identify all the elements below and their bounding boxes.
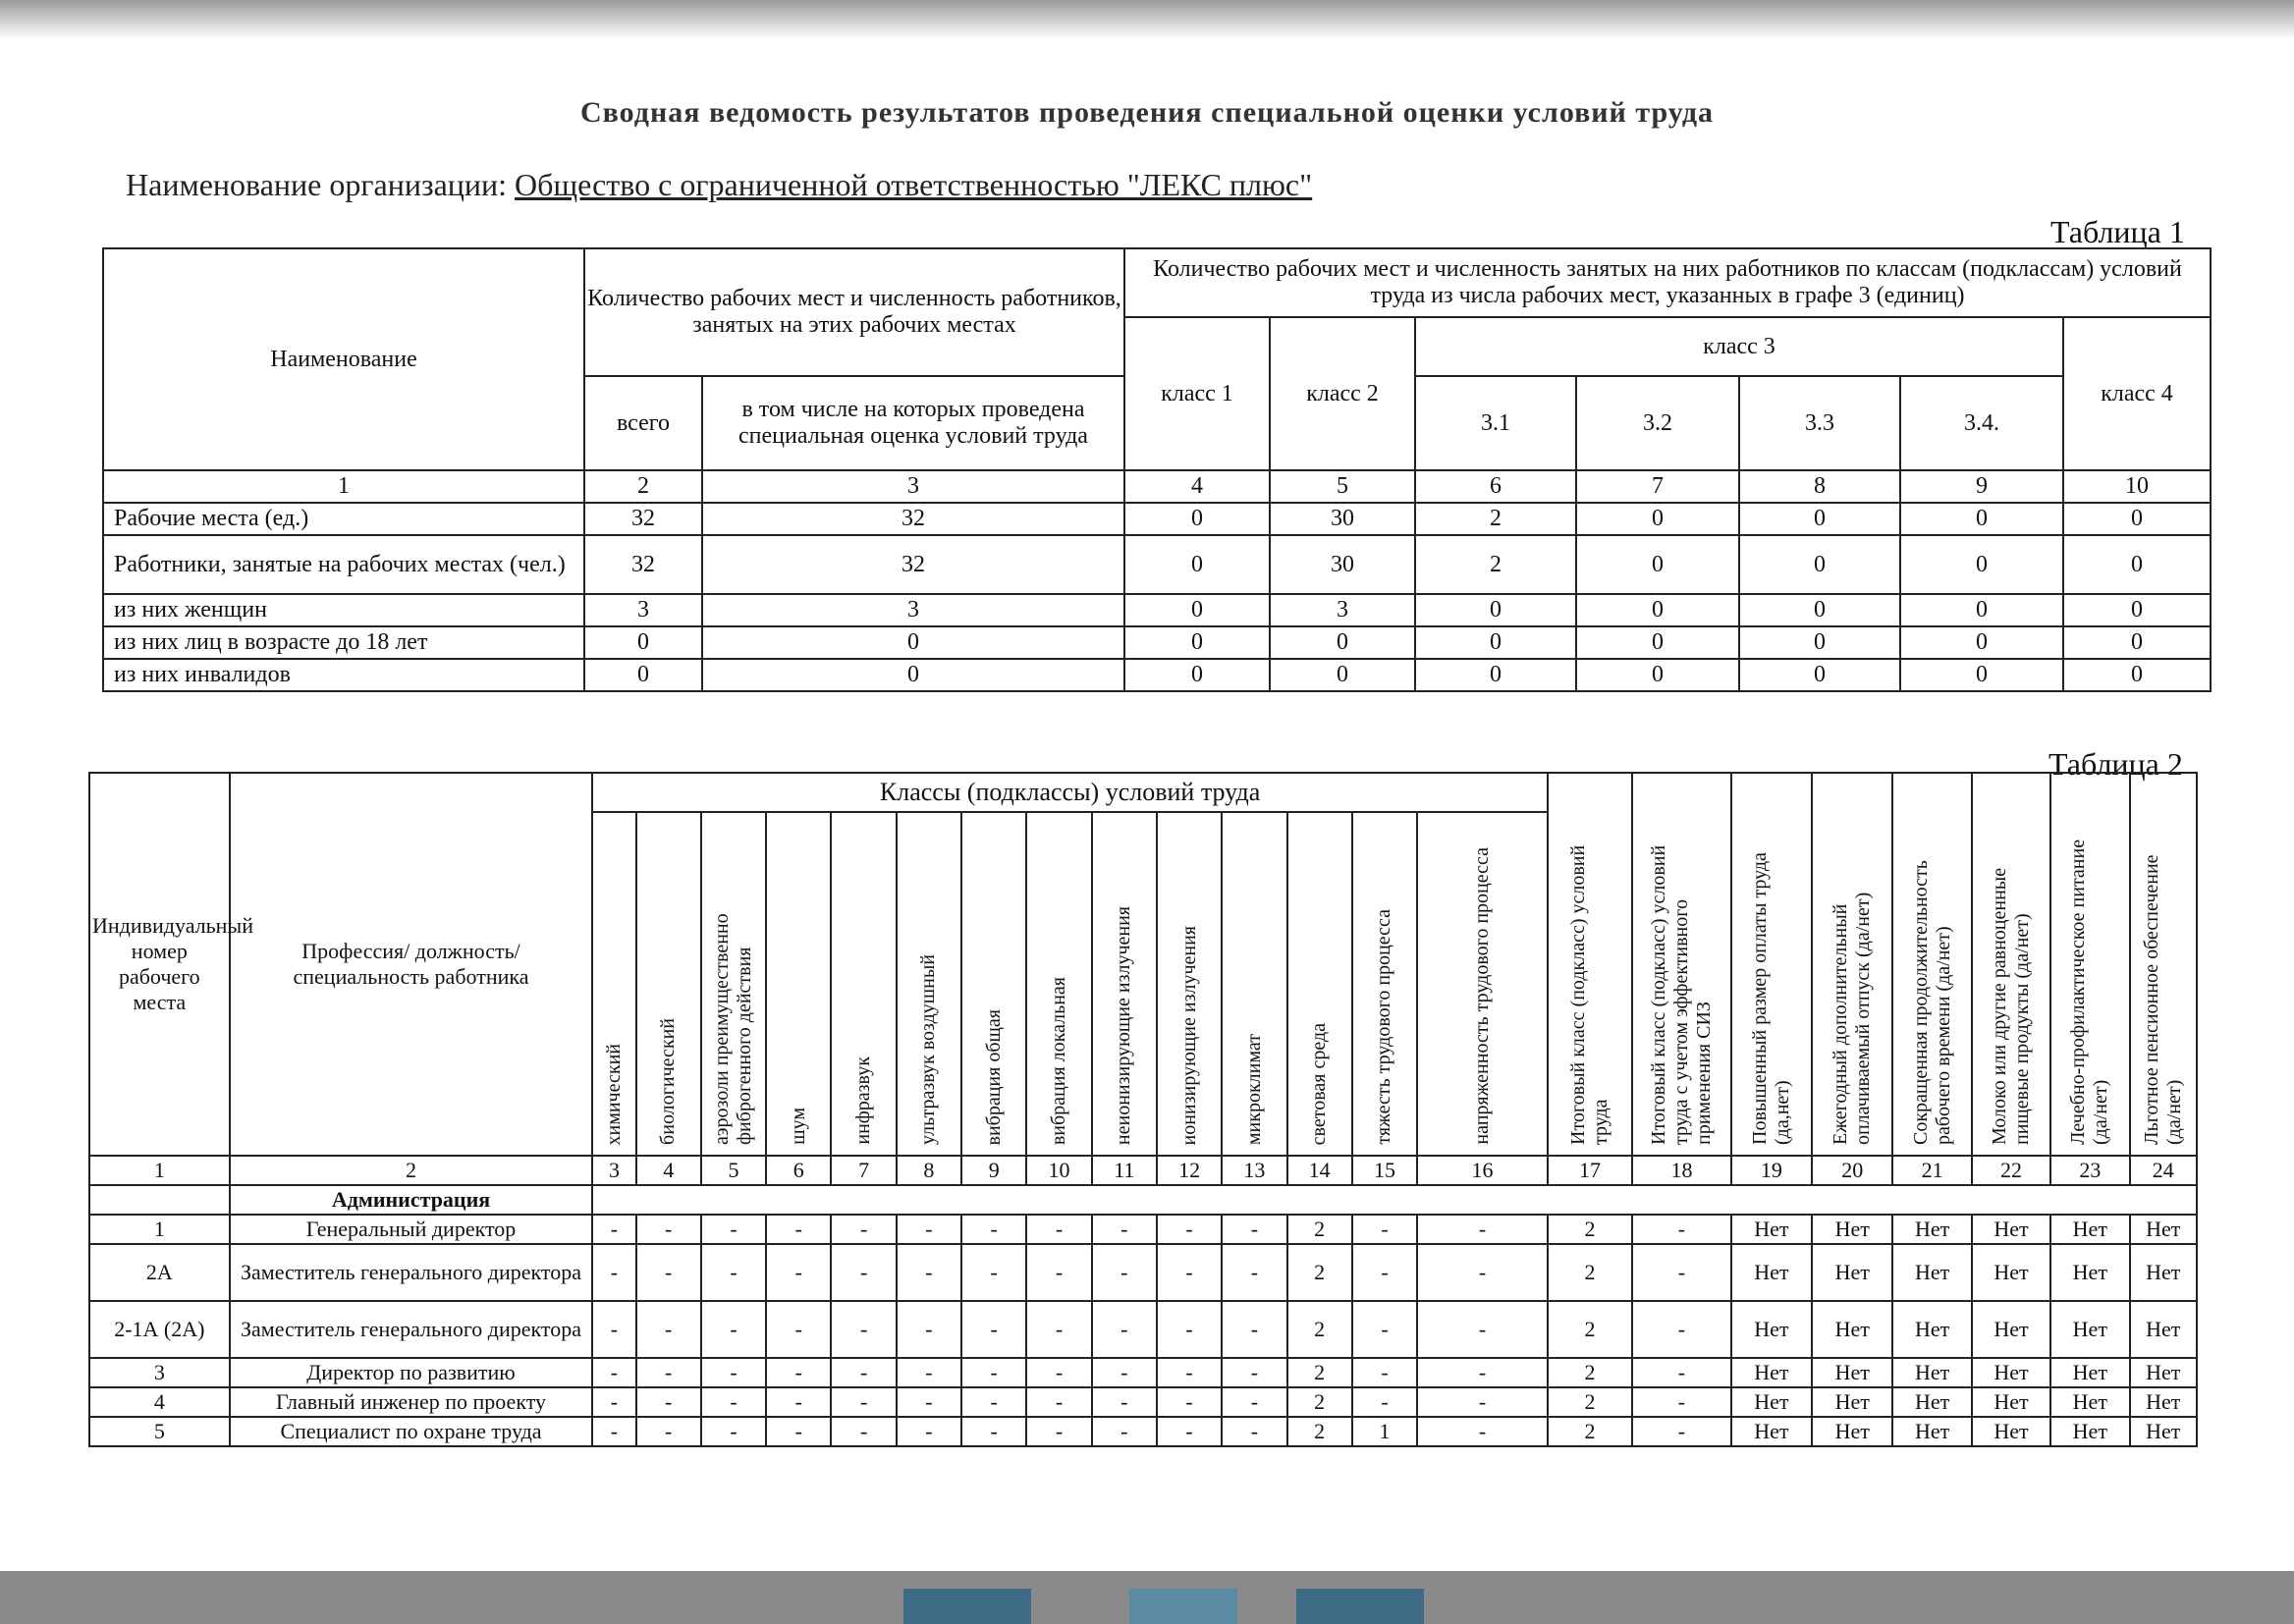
cell-value: 0: [702, 626, 1124, 659]
cell-value: -: [1417, 1215, 1548, 1244]
header-extra: Лечебно-профилактическое питание (да/нет): [2050, 773, 2129, 1156]
cell-value: Нет: [1972, 1358, 2050, 1387]
column-number: 5: [1270, 470, 1415, 503]
header-factor: ультразвук воздушный: [897, 812, 961, 1156]
cell-value: 0: [1900, 503, 2063, 535]
profession: Специалист по охране труда: [230, 1417, 593, 1446]
table-row: [103, 503, 2211, 535]
cell-value: -: [1222, 1215, 1286, 1244]
cell-value: -: [1352, 1358, 1417, 1387]
column-number: 17: [1548, 1156, 1632, 1185]
cell-value: -: [1417, 1244, 1548, 1301]
cell-value: 0: [1415, 594, 1576, 626]
column-number: 10: [2063, 470, 2211, 503]
cell-value: -: [1352, 1244, 1417, 1301]
table1-caption: Таблица 1: [2050, 214, 2185, 249]
cell-value: Нет: [1812, 1244, 1892, 1301]
header-id: Индивидуальный номер рабочего места: [89, 773, 230, 1156]
cell-value: Нет: [1892, 1358, 1971, 1387]
cell-value: -: [1092, 1244, 1157, 1301]
cell-value: -: [831, 1417, 896, 1446]
column-number: 10: [1026, 1156, 1091, 1185]
header-factor: световая среда: [1287, 812, 1352, 1156]
row-label: Рабочие места (ед.): [103, 503, 584, 535]
header-factor: аэрозоли преимущественно фиброгенного действия: [701, 812, 766, 1156]
scan-bottom-edge: [0, 1571, 2294, 1624]
cell-value: -: [1092, 1358, 1157, 1387]
table-row: [89, 1244, 2197, 1301]
cell-value: Нет: [1812, 1215, 1892, 1244]
row-label: Работники, занятые на рабочих местах (чел.): [103, 535, 584, 594]
cell-value: -: [1417, 1301, 1548, 1358]
cell-value: -: [701, 1215, 766, 1244]
column-number: 14: [1287, 1156, 1352, 1185]
cell-value: 0: [2063, 503, 2211, 535]
header-total: всего: [584, 376, 702, 470]
column-number: 23: [2050, 1156, 2129, 1185]
cell-value: 0: [1576, 659, 1739, 691]
cell-value: -: [831, 1301, 896, 1358]
column-number: 20: [1812, 1156, 1892, 1185]
cell-value: -: [1157, 1244, 1222, 1301]
cell-value: -: [897, 1301, 961, 1358]
cell-value: -: [1352, 1387, 1417, 1417]
column-number: 16: [1417, 1156, 1548, 1185]
cell-value: Нет: [2050, 1301, 2129, 1358]
workplace-id: 3: [89, 1358, 230, 1387]
column-number: 3: [592, 1156, 635, 1185]
header-factor: неионизирующие излучения: [1092, 812, 1157, 1156]
header-classes-group: Количество рабочих мест и численность занятых на них работников по классам (подклассам) условий труда из числа рабочих мест, указанных в графе 3 (единиц): [1124, 248, 2211, 317]
cell-value: 0: [1576, 626, 1739, 659]
table-row: [89, 1301, 2197, 1358]
column-number: 8: [1739, 470, 1900, 503]
cell-value: -: [1026, 1358, 1091, 1387]
cell-value: -: [1092, 1215, 1157, 1244]
table2-caption: Таблица 2: [2048, 746, 2183, 782]
column-number: 2: [584, 470, 702, 503]
cell-value: -: [897, 1417, 961, 1446]
cell-value: Нет: [1892, 1301, 1971, 1358]
column-number: 22: [1972, 1156, 2050, 1185]
profession: Главный инженер по проекту: [230, 1387, 593, 1417]
cell-value: 0: [1124, 535, 1270, 594]
scan-color-strip: [903, 1589, 1031, 1624]
column-number: 12: [1157, 1156, 1222, 1185]
cell-value: 0: [1415, 659, 1576, 691]
header-name: Наименование: [103, 248, 584, 470]
cell-value: -: [592, 1301, 635, 1358]
cell-value: Нет: [1892, 1244, 1971, 1301]
cell-value: 0: [1900, 594, 2063, 626]
cell-value: 0: [1576, 594, 1739, 626]
column-number: 1: [103, 470, 584, 503]
workplace-id: 1: [89, 1215, 230, 1244]
cell-value: -: [897, 1358, 961, 1387]
header-factor: напряженность трудового процесса: [1417, 812, 1548, 1156]
header-extra: Ежегодный дополнительный оплачиваемый отпуск (да/нет): [1812, 773, 1892, 1156]
cell-value: Нет: [1972, 1244, 2050, 1301]
column-number: 7: [831, 1156, 896, 1185]
cell-value: 0: [1124, 503, 1270, 535]
column-number: 15: [1352, 1156, 1417, 1185]
cell-value: 2: [1287, 1215, 1352, 1244]
table-row: [103, 659, 2211, 691]
row-label: из них лиц в возрасте до 18 лет: [103, 626, 584, 659]
cell-value: Нет: [2050, 1417, 2129, 1446]
cell-value: 0: [584, 659, 702, 691]
cell-value: -: [1092, 1387, 1157, 1417]
row-label: из них женщин: [103, 594, 584, 626]
cell-value: -: [766, 1387, 831, 1417]
cell-value: Нет: [1972, 1301, 2050, 1358]
header-3-3: 3.3: [1739, 376, 1900, 470]
cell-value: -: [897, 1215, 961, 1244]
cell-value: Нет: [1812, 1417, 1892, 1446]
header-3-4: 3.4.: [1900, 376, 2063, 470]
column-number-row: [103, 470, 2211, 503]
cell-value: -: [592, 1417, 635, 1446]
cell-value: Нет: [1731, 1215, 1812, 1244]
cell-value: -: [636, 1215, 701, 1244]
cell-value: -: [1632, 1244, 1730, 1301]
table-row: [89, 1358, 2197, 1387]
document-title: Сводная ведомость результатов проведения специальной оценки условий труда: [579, 96, 1715, 129]
cell-value: -: [961, 1387, 1026, 1417]
cell-value: Нет: [2130, 1387, 2198, 1417]
cell-value: 30: [1270, 535, 1415, 594]
cell-value: Нет: [1892, 1387, 1971, 1417]
cell-value: 2: [1548, 1301, 1632, 1358]
cell-value: -: [701, 1387, 766, 1417]
cell-value: Нет: [2050, 1244, 2129, 1301]
cell-value: -: [592, 1387, 635, 1417]
cell-value: 32: [702, 503, 1124, 535]
column-number: 7: [1576, 470, 1739, 503]
cell-value: -: [1157, 1417, 1222, 1446]
cell-value: -: [1417, 1417, 1548, 1446]
cell-value: 0: [1739, 594, 1900, 626]
cell-value: 3: [584, 594, 702, 626]
cell-value: Нет: [1731, 1244, 1812, 1301]
cell-value: -: [831, 1244, 896, 1301]
scan-color-strip: [1129, 1589, 1237, 1624]
cell-value: -: [701, 1244, 766, 1301]
cell-value: 0: [2063, 594, 2211, 626]
cell-value: -: [831, 1387, 896, 1417]
cell-value: -: [1352, 1215, 1417, 1244]
cell-value: 0: [1576, 503, 1739, 535]
header-factor: вибрация общая: [961, 812, 1026, 1156]
workplace-id: 5: [89, 1417, 230, 1446]
organization-line: [126, 167, 1312, 203]
table-row: [89, 1215, 2197, 1244]
section-title: Администрация: [230, 1185, 593, 1215]
header-profession: Профессия/ должность/ специальность работника: [230, 773, 593, 1156]
header-factor: тяжесть трудового процесса: [1352, 812, 1417, 1156]
cell-value: -: [766, 1301, 831, 1358]
workplace-id: 2А: [89, 1244, 230, 1301]
cell-value: -: [1157, 1387, 1222, 1417]
header-final-class: Итоговый класс (подкласс) условий труда: [1548, 773, 1632, 1156]
row-label: из них инвалидов: [103, 659, 584, 691]
cell-value: -: [961, 1215, 1026, 1244]
header-extra: Сокращенная продолжительность рабочего времени (да/нет): [1892, 773, 1971, 1156]
column-number: 1: [89, 1156, 230, 1185]
table-1: [102, 247, 2212, 692]
cell-value: -: [1632, 1301, 1730, 1358]
column-number: 18: [1632, 1156, 1730, 1185]
cell-value: -: [1157, 1301, 1222, 1358]
header-final-class-siz: Итоговый класс (подкласс) условий труда с учетом эффективного применения СИЗ: [1632, 773, 1730, 1156]
cell-value: Нет: [1972, 1417, 2050, 1446]
column-number: 13: [1222, 1156, 1286, 1185]
cell-value: 0: [1270, 626, 1415, 659]
profession: Директор по развитию: [230, 1358, 593, 1387]
cell-value: 0: [1900, 535, 2063, 594]
cell-value: 2: [1287, 1417, 1352, 1446]
column-number: 11: [1092, 1156, 1157, 1185]
column-number: 6: [766, 1156, 831, 1185]
cell-value: -: [961, 1417, 1026, 1446]
cell-value: -: [636, 1301, 701, 1358]
cell-value: Нет: [2130, 1215, 2198, 1244]
cell-value: -: [1632, 1417, 1730, 1446]
cell-value: -: [1026, 1417, 1091, 1446]
cell-value: 0: [1739, 626, 1900, 659]
organization-label: Наименование организации:: [126, 167, 508, 202]
header-factor: химический: [592, 812, 635, 1156]
cell-value: -: [831, 1358, 896, 1387]
cell-value: -: [766, 1244, 831, 1301]
cell-value: Нет: [1812, 1387, 1892, 1417]
cell-value: Нет: [2050, 1387, 2129, 1417]
cell-value: 2: [1415, 503, 1576, 535]
cell-value: -: [1092, 1417, 1157, 1446]
header-factor: инфразвук: [831, 812, 896, 1156]
cell-value: 0: [1739, 659, 1900, 691]
table-row: [103, 535, 2211, 594]
workplace-id: 4: [89, 1387, 230, 1417]
cell-value: 0: [1900, 659, 2063, 691]
cell-value: -: [636, 1358, 701, 1387]
profession: Генеральный директор: [230, 1215, 593, 1244]
cell-value: -: [766, 1215, 831, 1244]
cell-value: -: [1026, 1301, 1091, 1358]
cell-value: Нет: [2050, 1215, 2129, 1244]
cell-value: -: [1222, 1301, 1286, 1358]
column-number: 9: [961, 1156, 1026, 1185]
cell-value: -: [592, 1215, 635, 1244]
cell-value: -: [831, 1215, 896, 1244]
cell-value: -: [592, 1358, 635, 1387]
cell-value: -: [1157, 1215, 1222, 1244]
cell-value: -: [1092, 1301, 1157, 1358]
cell-value: 2: [1548, 1244, 1632, 1301]
cell-value: 32: [584, 503, 702, 535]
cell-value: -: [1632, 1387, 1730, 1417]
column-number-row: [89, 1156, 2197, 1185]
column-number: 21: [1892, 1156, 1971, 1185]
cell-value: -: [1352, 1301, 1417, 1358]
header-3-2: 3.2: [1576, 376, 1739, 470]
cell-value: 1: [1352, 1417, 1417, 1446]
table-2: [88, 772, 2198, 1447]
cell-value: -: [1222, 1417, 1286, 1446]
cell-value: 32: [702, 535, 1124, 594]
cell-value: 30: [1270, 503, 1415, 535]
header-classes: Классы (подклассы) условий труда: [592, 773, 1547, 812]
column-number: 4: [1124, 470, 1270, 503]
cell-value: 2: [1548, 1215, 1632, 1244]
cell-value: Нет: [1731, 1358, 1812, 1387]
header-3-1: 3.1: [1415, 376, 1576, 470]
cell-value: 0: [1900, 626, 2063, 659]
profession: Заместитель генерального директора: [230, 1244, 593, 1301]
header-class2: класс 2: [1270, 317, 1415, 470]
cell-value: Нет: [1812, 1358, 1892, 1387]
cell-value: Нет: [1812, 1301, 1892, 1358]
cell-value: 0: [1739, 535, 1900, 594]
scan-top-shadow: [0, 0, 2294, 39]
organization-name: Общество с ограниченной ответственностью "ЛЕКС плюс": [515, 167, 1313, 202]
header-class3: класс 3: [1415, 317, 2063, 376]
cell-value: -: [636, 1387, 701, 1417]
column-number: 9: [1900, 470, 2063, 503]
cell-value: Нет: [2130, 1244, 2198, 1301]
cell-value: Нет: [1731, 1417, 1812, 1446]
cell-value: 2: [1548, 1358, 1632, 1387]
profession: Заместитель генерального директора: [230, 1301, 593, 1358]
cell-value: -: [961, 1244, 1026, 1301]
header-factor: ионизирующие излучения: [1157, 812, 1222, 1156]
column-number: 2: [230, 1156, 593, 1185]
cell-value: 0: [1576, 535, 1739, 594]
cell-value: 2: [1287, 1244, 1352, 1301]
cell-value: 0: [2063, 659, 2211, 691]
cell-value: -: [701, 1358, 766, 1387]
header-class1: класс 1: [1124, 317, 1270, 470]
cell-value: 0: [1270, 659, 1415, 691]
cell-value: -: [766, 1358, 831, 1387]
cell-value: -: [1026, 1387, 1091, 1417]
cell-value: -: [1222, 1358, 1286, 1387]
cell-value: Нет: [1892, 1215, 1971, 1244]
cell-value: 0: [702, 659, 1124, 691]
cell-value: Нет: [1972, 1387, 2050, 1417]
cell-value: -: [1222, 1387, 1286, 1417]
scan-color-strip: [1296, 1589, 1424, 1624]
cell-value: 2: [1287, 1387, 1352, 1417]
header-factor: микроклимат: [1222, 812, 1286, 1156]
cell-value: -: [961, 1301, 1026, 1358]
cell-value: -: [897, 1244, 961, 1301]
cell-value: -: [636, 1417, 701, 1446]
header-factor: биологический: [636, 812, 701, 1156]
cell-value: -: [1222, 1244, 1286, 1301]
cell-value: Нет: [1972, 1215, 2050, 1244]
cell-value: Нет: [2130, 1417, 2198, 1446]
cell-value: 0: [1124, 659, 1270, 691]
cell-value: -: [961, 1358, 1026, 1387]
cell-value: -: [897, 1387, 961, 1417]
header-factor: вибрация локальная: [1026, 812, 1091, 1156]
header-count-group: Количество рабочих мест и численность работников, занятых на этих рабочих местах: [584, 248, 1124, 376]
table-row: [89, 1387, 2197, 1417]
header-extra: Льготное пенсионное обеспечение (да/нет): [2130, 773, 2198, 1156]
column-number: 19: [1731, 1156, 1812, 1185]
cell-value: 2: [1415, 535, 1576, 594]
cell-value: -: [592, 1244, 635, 1301]
cell-value: -: [1157, 1358, 1222, 1387]
cell-value: 2: [1548, 1387, 1632, 1417]
header-class4: класс 4: [2063, 317, 2211, 470]
cell-value: Нет: [1892, 1417, 1971, 1446]
table-row: [89, 1417, 2197, 1446]
column-number: 6: [1415, 470, 1576, 503]
cell-value: 0: [1124, 626, 1270, 659]
cell-value: -: [701, 1417, 766, 1446]
column-number: 24: [2130, 1156, 2198, 1185]
cell-value: -: [636, 1244, 701, 1301]
cell-value: Нет: [2050, 1358, 2129, 1387]
cell-value: 32: [584, 535, 702, 594]
cell-value: -: [1417, 1387, 1548, 1417]
table-row: [103, 626, 2211, 659]
header-assessed: в том числе на которых проведена специальная оценка условий труда: [702, 376, 1124, 470]
cell-value: 3: [702, 594, 1124, 626]
column-number: 3: [702, 470, 1124, 503]
header-extra: Повышенный размер оплаты труда (да,нет): [1731, 773, 1812, 1156]
cell-value: Нет: [2130, 1301, 2198, 1358]
header-factor: шум: [766, 812, 831, 1156]
cell-value: 2: [1287, 1358, 1352, 1387]
cell-value: -: [1026, 1215, 1091, 1244]
cell-value: -: [1026, 1244, 1091, 1301]
header-extra: Молоко или другие равноценные пищевые продукты (да/нет): [1972, 773, 2050, 1156]
workplace-id: 2-1А (2А): [89, 1301, 230, 1358]
cell-value: 0: [1739, 503, 1900, 535]
cell-value: 0: [1124, 594, 1270, 626]
cell-value: -: [1632, 1215, 1730, 1244]
cell-value: -: [766, 1417, 831, 1446]
cell-value: 2: [1548, 1417, 1632, 1446]
table-row: [103, 594, 2211, 626]
column-number: 5: [701, 1156, 766, 1185]
cell-value: -: [1632, 1358, 1730, 1387]
cell-value: Нет: [1731, 1301, 1812, 1358]
section-row: [89, 1185, 2197, 1215]
cell-value: -: [701, 1301, 766, 1358]
cell-value: 0: [584, 626, 702, 659]
column-number: 4: [636, 1156, 701, 1185]
cell-value: 3: [1270, 594, 1415, 626]
cell-value: -: [1417, 1358, 1548, 1387]
cell-value: Нет: [2130, 1358, 2198, 1387]
cell-value: 0: [2063, 626, 2211, 659]
cell-value: 0: [2063, 535, 2211, 594]
cell-value: 2: [1287, 1301, 1352, 1358]
cell-value: Нет: [1731, 1387, 1812, 1417]
column-number: 8: [897, 1156, 961, 1185]
cell-value: 0: [1415, 626, 1576, 659]
